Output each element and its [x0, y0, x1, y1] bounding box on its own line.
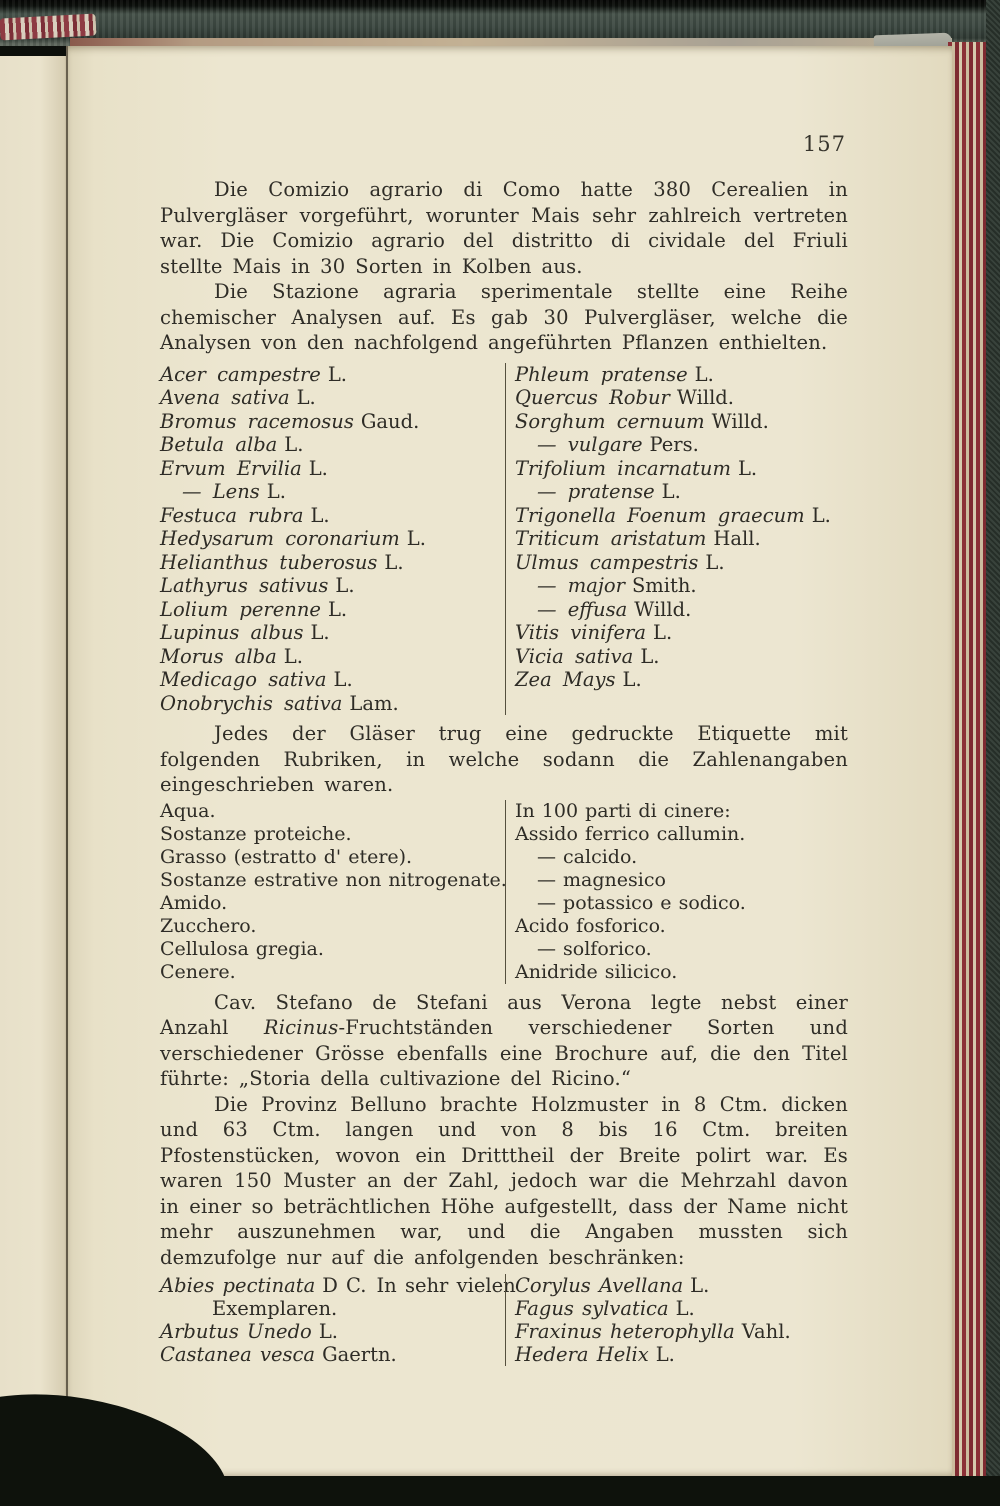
species-name: Zea Mays: [515, 668, 616, 691]
species-name: — Lens: [182, 480, 260, 503]
list-item: [515, 668, 848, 692]
book-cover-right-edge: [986, 0, 1000, 1506]
list-item: — potassico e sodico.: [537, 891, 746, 914]
list-item: [515, 621, 848, 645]
list-item: [515, 1274, 848, 1297]
authority-label: L.: [406, 527, 426, 550]
list-item: [160, 692, 505, 716]
species-name: Vitis vinifera: [515, 621, 647, 644]
authority-label: Pers.: [649, 433, 699, 456]
list-item: [515, 1320, 848, 1343]
list-item: [160, 551, 505, 575]
species-name: Vicia sativa: [515, 644, 634, 668]
authority-label: L.: [690, 1274, 710, 1297]
list-item: — calcido.: [537, 845, 638, 868]
species-name: — effusa: [537, 597, 628, 621]
authority-label: L.: [640, 644, 660, 668]
list-item: — solforico.: [537, 937, 652, 960]
species-name: Onobrychis sativa: [160, 691, 343, 715]
list-item: Aqua.: [160, 799, 216, 822]
species-name: Festuca rubra: [160, 503, 304, 527]
authority-label: L.: [384, 550, 404, 574]
species-name: Corylus Avellana: [515, 1274, 684, 1297]
authority-label: L.: [655, 1343, 675, 1366]
authority-label: L.: [296, 386, 316, 409]
paragraph-3: Jedes der Gläser trug eine gedruckte Etiquette mit folgenden Rubriken, in welche sodann die Zahlenangaben eingeschrieben waren.: [160, 722, 848, 796]
rubric-list-left-column: [160, 800, 505, 984]
species-name: Hedysarum coronarium: [160, 527, 400, 550]
facing-page-edge: [0, 56, 67, 1476]
list-item: [515, 527, 848, 551]
wood-sample-list: [160, 1274, 848, 1366]
list-item: [515, 410, 848, 434]
list-item: [160, 574, 505, 598]
authority-label: L.: [335, 574, 355, 597]
list-item: [160, 480, 505, 504]
list-item: [160, 504, 505, 528]
authority-label: L.: [653, 621, 673, 644]
book-cover-bottom-edge: [0, 1476, 1000, 1506]
list-item: [160, 621, 505, 645]
list-item: Zucchero.: [160, 914, 257, 937]
paragraph-4-text: -Fruchtständen verschiedener Sorten und verschiedener Grösse ebenfalls eine Brochure auf, die den Titel führte: „Storia della cultivazione del Ricino.“: [160, 1016, 848, 1090]
authority-label: Vahl.: [741, 1320, 791, 1343]
list-item: [160, 527, 505, 551]
species-name: Castanea vesca: [160, 1343, 316, 1366]
authority-label: Willd.: [711, 409, 769, 433]
species-name: Lathyrus sativus: [160, 574, 329, 597]
list-item: [515, 598, 848, 622]
list-item: [515, 1343, 848, 1366]
species-name: Sorghum cernuum: [515, 409, 705, 433]
authority-label: Willd.: [676, 386, 734, 409]
list-item: [515, 574, 848, 598]
plant-list-left-column: [160, 363, 505, 716]
list-item: Assido ferrico callumin.: [515, 822, 746, 845]
list-item: Grasso (estratto d' etere).: [160, 845, 413, 868]
authority-label: L.: [675, 1297, 695, 1320]
authority-label: L.: [318, 1320, 338, 1343]
paragraph-4-text: Cav. Stefano de Stefani aus Verona legte nebst einer Anzahl: [160, 990, 848, 1039]
list-item: [160, 363, 505, 387]
authority-label: L.: [661, 480, 681, 503]
authority-label: L.: [327, 362, 347, 386]
list-item-continuation: Exemplaren.: [212, 1297, 338, 1320]
species-name: Hedera Helix: [515, 1343, 649, 1366]
list-item: [160, 1343, 505, 1366]
species-name: Ervum Ervilia: [160, 456, 302, 480]
list-item: [160, 598, 505, 622]
paragraph-4: [160, 990, 848, 1092]
plant-list-right-column: [505, 363, 848, 716]
species-name: Fraxinus heterophylla: [515, 1320, 735, 1343]
list-item: Sostanze proteiche.: [160, 822, 352, 845]
list-item: [515, 1297, 848, 1320]
authority-label: D C.: [322, 1274, 367, 1297]
list-item: In 100 parti di cinere:: [515, 799, 731, 822]
authority-label: Lam.: [349, 691, 399, 715]
wood-list-left-column: [160, 1274, 516, 1366]
species-name: Ulmus campestris: [515, 550, 699, 574]
paragraph-2: Die Stazione agraria sperimentale stellte eine Reihe chemischer Analysen auf. Es gab 30 Pulvergläser, welche die Analysen von den nachfolgend angeführten Pflanzen enthielten.: [160, 280, 848, 354]
list-item: [160, 386, 505, 410]
species-name: Trifolium incarnatum: [515, 456, 731, 480]
authority-label: L.: [622, 668, 642, 691]
list-item: [515, 480, 848, 504]
list-item: Amido.: [160, 891, 228, 914]
authority-label: Gaertn.: [322, 1343, 397, 1366]
list-item: [160, 668, 505, 692]
species-name: Trigonella Foenum graecum: [515, 503, 805, 527]
authority-label: Hall.: [713, 527, 761, 550]
species-name: Abies pectinata: [160, 1274, 316, 1297]
authority-label: Gaud.: [360, 409, 420, 433]
species-name: Acer campestre: [160, 362, 321, 386]
authority-label: L.: [308, 456, 328, 480]
species-name: Lolium perenne: [160, 597, 321, 621]
list-item: — magnesico: [537, 868, 666, 891]
red-fore-edge-stripes: [948, 42, 988, 1476]
list-item: [515, 386, 848, 410]
species-name: Medicago sativa: [160, 668, 327, 691]
item-note: In sehr vielen: [376, 1274, 516, 1297]
list-item: Cenere.: [160, 960, 236, 983]
species-name: Arbutus Unedo: [160, 1320, 312, 1343]
list-item: [160, 645, 505, 669]
list-item: Sostanze estrative non nitrogenate.: [160, 868, 507, 891]
species-name: Betula alba: [160, 433, 278, 456]
list-item: Acido fosforico.: [515, 914, 666, 937]
list-item: Anidride silicico.: [515, 960, 678, 983]
species-name: Morus alba: [160, 644, 277, 668]
list-item: [160, 1320, 505, 1343]
species-name: Helianthus tuberosus: [160, 550, 378, 574]
list-item: [515, 551, 848, 575]
paragraph-1: Die Comizio agrario di Como hatte 380 Cerealien in Pulvergläser vorgeführt, worunter Mais sehr zahlreich vertreten war. Die Comizio agrario del distritto di cividale del Friuli stellte Mais in 30 Sorten in Kolben aus.: [160, 178, 848, 278]
rubric-list-right-column: [505, 800, 848, 984]
authority-label: Willd.: [634, 597, 692, 621]
wood-list-right-column: [505, 1274, 848, 1366]
list-item: [160, 1274, 516, 1297]
text-block: [160, 132, 848, 1366]
authority-label: L.: [310, 503, 330, 527]
list-item: [160, 410, 505, 434]
authority-label: L.: [283, 644, 303, 668]
list-item: [515, 504, 848, 528]
authority-label: L.: [705, 550, 725, 574]
authority-label: L.: [694, 362, 714, 386]
authority-label: L.: [284, 433, 304, 456]
page-number: 157: [802, 132, 846, 156]
species-name: — vulgare: [537, 433, 643, 456]
list-item: [160, 433, 505, 457]
list-item: [515, 363, 848, 387]
species-name: Phleum pratense: [515, 362, 688, 386]
authority-label: L.: [737, 456, 758, 480]
authority-label: L.: [333, 668, 353, 691]
ricinus-italic: Ricinus: [263, 1016, 339, 1039]
species-name: Fagus sylvatica: [515, 1297, 669, 1320]
authority-label: L.: [266, 480, 286, 503]
species-name: Bromus racemosus: [160, 409, 354, 433]
list-item: [515, 645, 848, 669]
list-item: [515, 457, 848, 481]
paragraph-5: Die Provinz Belluno brachte Holzmuster in 8 Ctm. dicken und 63 Ctm. langen und von 8 bis 16 Ctm. breiten Pfostenstücken, wovon ein Dritttheil der Breite polirt war. Es waren 150 Muster an der Zahl, jedoch war die Mehrzahl davon in einer so beträchtlichen Höhe aufgestellt, dass der Name nicht mehr auszunehmen war, und die Angaben mussten sich demzufolge nur auf die anfolgenden beschränken:: [160, 1092, 848, 1269]
list-item: [515, 433, 848, 457]
species-name: Triticum aristatum: [515, 527, 707, 550]
etiquette-rubric-list: [160, 800, 848, 984]
species-name: Quercus Robur: [515, 386, 670, 409]
list-item: Cellulosa gregia.: [160, 937, 324, 960]
plant-species-list: [160, 363, 848, 716]
authority-label: L.: [811, 503, 831, 527]
species-name: Lupinus albus: [160, 621, 304, 644]
species-name: — major: [537, 574, 625, 597]
species-name: — pratense: [537, 480, 655, 503]
book-page: [68, 46, 952, 1476]
species-name: Avena sativa: [160, 386, 290, 409]
authority-label: L.: [327, 597, 348, 621]
authority-label: L.: [310, 621, 330, 644]
list-item: [160, 457, 505, 481]
authority-label: Smith.: [631, 574, 697, 597]
